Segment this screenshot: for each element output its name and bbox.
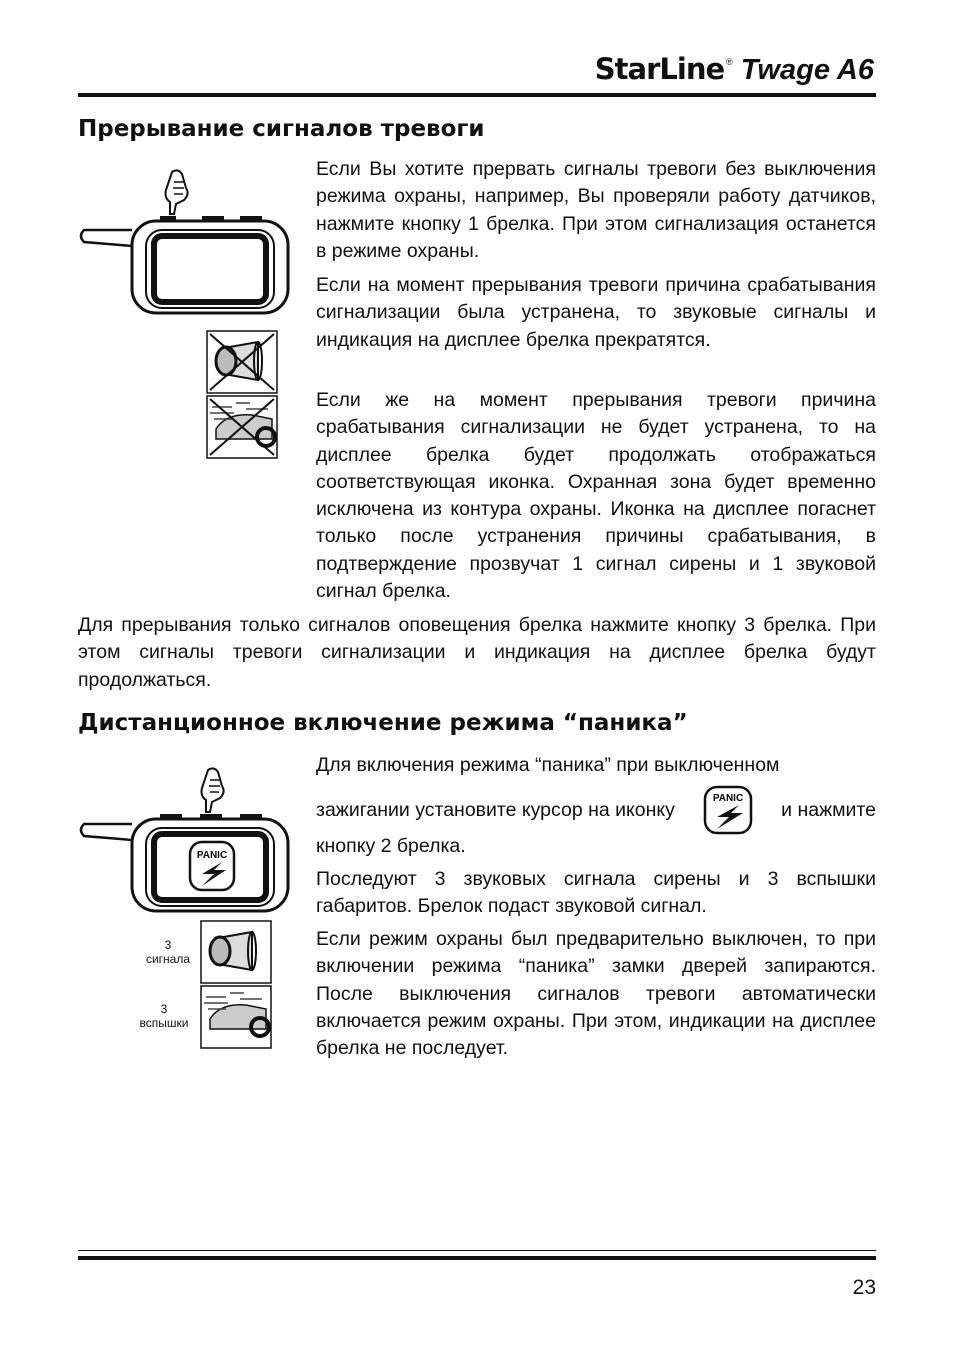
section-title-alarm-interrupt: Прерывание сигналов тревоги: [78, 116, 485, 142]
siren-count-label: 3 сигнала: [145, 938, 191, 966]
paragraph: кнопку 2 брелка.: [316, 835, 466, 857]
section-title-panic-mode: Дистанционное включение режима “паника”: [78, 710, 688, 736]
keyfob-illustration: [76, 166, 296, 316]
flash-count-label: 3 вспышки: [139, 1002, 189, 1030]
siren-off-icon: [206, 330, 278, 394]
paragraph: Для включения режима “паника” при выключенном: [316, 754, 780, 776]
svg-text:PANIC: PANIC: [712, 793, 744, 804]
page-number: 23: [852, 1276, 876, 1299]
brand-header: [595, 52, 874, 92]
model-name: Twage A6: [740, 54, 874, 86]
brand-reg-mark: ®: [726, 57, 733, 67]
panic-instruction-line: [316, 782, 876, 838]
paragraph: Если же на момент прерывания тревоги причина срабатывания сигнализации не будет устранена, то на дисплее брелка будет продолжать отображаться соответствующая иконка. Охранная зона будет временно исключена из контура охраны. Иконка на дисплее погаснет только после устранения причины срабатывания, в подтверждение прозвучат 1 сигнал сирены и 1 звуковой сигнал брелка.: [316, 389, 876, 603]
siren-icon: [200, 920, 272, 984]
flash-off-icon: [206, 395, 278, 459]
brand-name: StarLine: [594, 52, 725, 86]
flash-icon: [200, 985, 272, 1049]
header-rule: [78, 93, 876, 97]
paragraph: Последуют 3 звуковых сигнала сирены и 3 вспышки габаритов. Брелок подаст звуковой сигнал.: [316, 868, 876, 918]
text-fragment: зажигании установите курсор на иконку: [316, 798, 675, 821]
paragraph: Для прерывания только сигналов оповещения брелка нажмите кнопку 3 брелка. При этом сигналы тревоги сигнализации и индикация на дисплее брелка будут продолжаться.: [78, 614, 876, 691]
text-fragment: и нажмите: [781, 798, 876, 821]
panic-icon: [703, 785, 753, 835]
panic-icon: [190, 842, 234, 890]
svg-text:PANIC: PANIC: [196, 850, 228, 861]
paragraph: Если на момент прерывания тревоги причина срабатывания сигнализации была устранена, то звуковые сигналы и индикация на дисплее брелка прекратятся.: [316, 274, 876, 351]
pointing-hand-icon: [202, 768, 224, 812]
paragraph: Если Вы хотите прервать сигналы тревоги без выключения режима охраны, например, Вы проверяли работу датчиков, нажмите кнопку 1 брелка. При этом сигнализация останется в режиме охраны.: [316, 158, 876, 262]
footer-rule-thick: [78, 1256, 876, 1260]
footer-rule-thin: [78, 1250, 876, 1251]
paragraph: Если режим охраны был предварительно выключен, то при включении режима “паника” замки дверей запираются. После выключения сигналов тревоги автоматически включается режим охраны. При этом, индикации на дисплее брелка не последует.: [316, 928, 876, 1060]
keyfob-panic-illustration: [76, 764, 296, 914]
pointing-hand-icon: [166, 170, 188, 214]
